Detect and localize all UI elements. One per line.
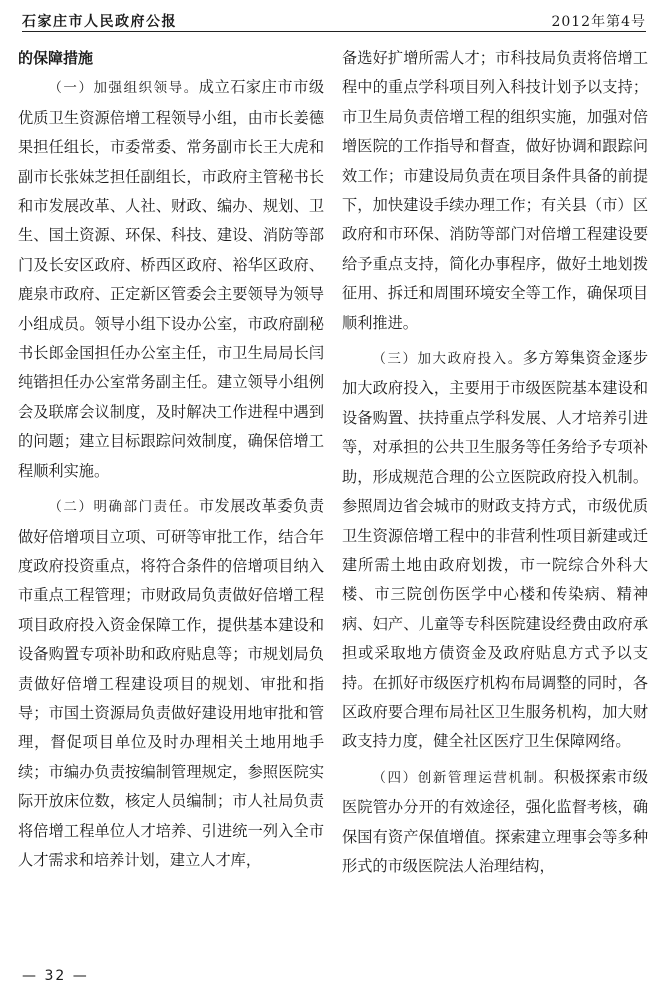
right-column [342,44,648,881]
section-heading: 的保障措施 [18,49,94,67]
paragraph-organization [18,73,324,486]
paragraph-body: 成立石家庄市市级优质卫生资源倍增工程领导小组，由市长姜德果担任组长，市委常委、常务副市长王大虎和副市长张妹芝担任副组长，市政府主管秘书长和市发展改革、人社、财政、编办、规划、卫生、国土资源、环保、科技、建设、消防等部门及长安区政府、桥西区政府、裕华区政府、鹿泉市政府、正定新区管委会主要领导为领导小组成员。领导小组下设办公室，市政府副秘书长郎金国担任办公室主任，市卫生局局长闫纯锴担任办公室常务副主任。建立领导小组例会及联席会议制度，及时解决工作进程中遇到的问题；建立目标跟踪问效制度，确保倍增工程顺利实施。 [18,78,325,480]
paragraph-lead: （二）明确部门责任。 [48,499,199,516]
page-header [22,9,646,32]
issue-number: 2012年第4号 [551,14,646,30]
paragraph-lead: （四）创新管理运营机制。 [372,769,554,786]
paragraph-innovation [342,763,648,882]
paragraph-responsibilities [18,492,324,875]
paragraph-investment [342,344,648,757]
page-number: — 32 — [22,968,89,984]
paragraph-lead: （一）加强组织领导。 [48,80,199,97]
paragraph-body: 积极探索市级医院管办分开的有效途径，强化监督考核，确保国有资产保值增值。探索建立理事会等多种形式的市级医院法人治理结构， [342,767,649,875]
paragraph-body: 多方筹集资金逐步加大政府投入，主要用于市级医院基本建设和设备购置、扶持重点学科发展、人才培养引进等，对承担的公共卫生服务等任务给予专项补助，形成规范合理的公立医院政府投入机制。参照周边省会城市的财政支持方式，市级优质卫生资源倍增工程中的非营利性项目新建或迁建所需土地由政府划拨，市一院综合外科大楼、市三院创伤医学中心楼和传染病、精神病、妇产、儿童等专科医院建设经费由政府承担或采取地方债资金及政府贴息方式予以支持。在抓好市级医疗机构布局调整的同时，各区政府要合理布局社区卫生服务机构，加大财政支持力度，健全社区医疗卫生保障网络。 [342,349,649,751]
publication-title: 石家庄市人民政府公报 [22,14,177,30]
left-column [18,44,324,875]
paragraph-lead: （三）加大政府投入。 [372,351,523,368]
paragraph-body: 市发展改革委负责做好倍增项目立项、可研等审批工作，结合年度政府投资重点，将符合条件的倍增项目纳入市重点工程管理；市财政局负责做好倍增工程项目政府投入资金保障工作，提供基本建设和设备购置专项补助和政府贴息等；市规划局负责做好倍增工程建设项目的规划、审批和指导；市国土资源局负责做好建设用地审批和管理，督促项目单位及时办理相关土地用地手续；市编办负责按编制管理规定，参照医院实际开放床位数，核定人员编制；市人社局负责将倍增工程单位人才培养、引进统一列入全市人才需求和培养计划，建立人才库， [18,497,325,869]
paragraph-continuation: 备选好扩增所需人才；市科技局负责将倍增工程中的重点学科项目列入科技计划予以支持；市卫生局负责倍增工程的组织实施，加强对倍增医院的工作指导和督查，做好协调和跟踪问效工作；市建设局负责在项目条件具备的前提下，加快建设手续办理工作；有关县（市）区政府和市环保、消防等部门对倍增工程建设要给予重点支持，简化办事程序，做好土地划拨征用、拆迁和周围环境安全等工作，确保项目顺利推进。 [342,49,648,332]
